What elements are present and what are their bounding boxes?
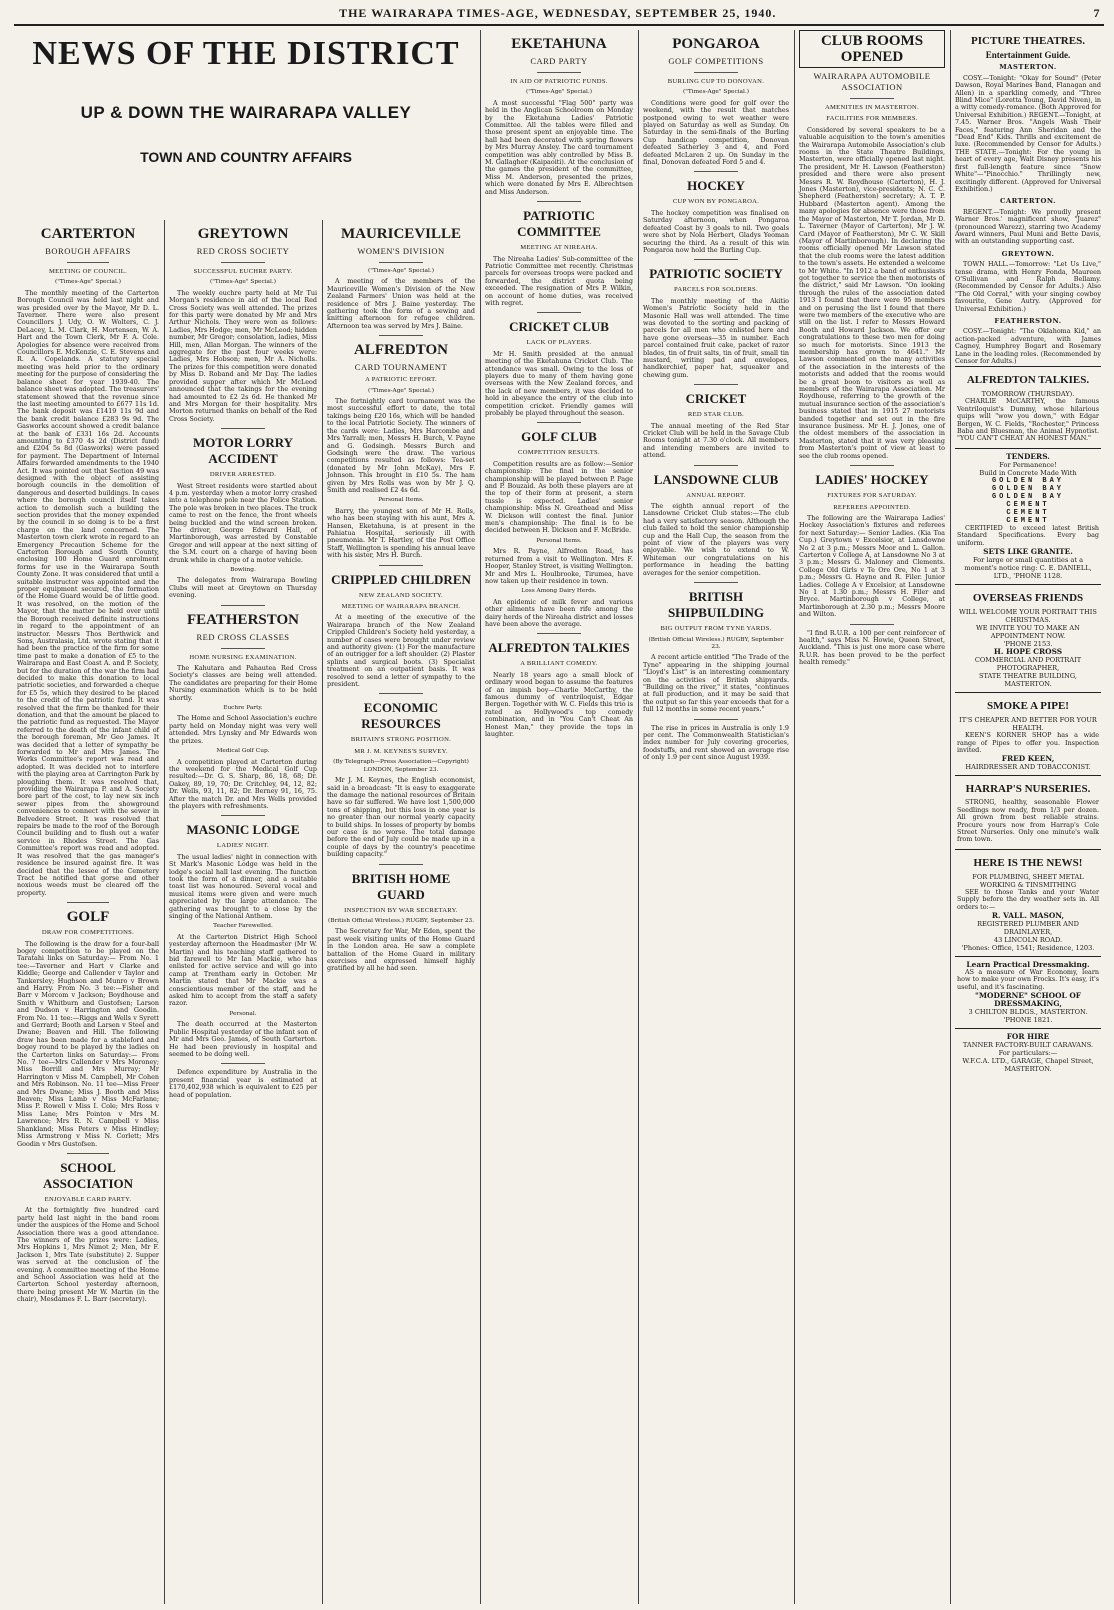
up-down-subtitle: UP & DOWN THE WAIRARAPA VALLEY	[80, 103, 412, 122]
economic-sub: BRITAIN'S STRONG POSITION.	[350, 736, 452, 744]
cement-line: CEMENT	[1006, 500, 1050, 509]
school-sub: ENJOYABLE CARD PARTY.	[44, 1195, 132, 1203]
news-of-district-title: NEWS OF THE DISTRICT	[32, 35, 460, 72]
hope-cross-address: STATE THEATRE BUILDING, MASTERTON.	[978, 672, 1078, 689]
fred-keen-name: FRED KEEN,	[1001, 754, 1055, 764]
masthead	[14, 6, 1104, 26]
column-rule	[164, 220, 165, 1604]
column-6	[796, 30, 948, 1604]
eketahuna-special: ("Times-Age" Special.)	[526, 89, 592, 96]
news-body: SEE to those Tanks and your Water Supply before the dry weather sets in. All orders to:—	[957, 887, 1099, 911]
divider	[67, 902, 110, 903]
golf-club-heading: GOLF CLUB	[521, 429, 597, 445]
golden-bay-line: GOLDEN BAY	[991, 476, 1064, 485]
patriotic-committee-heading: PATRIOTIC COMMITTEE	[517, 208, 601, 240]
greytown-body: The weekly euchre party held at Mr Tui Morgan's residence in aid of the local Red Cross Society was well attended. The prizes for this party were donated by Mr and Mrs Arthur Nichols. They were won as follows: Ladies, Mrs Hodge; men, Mr McLeod; hidden number, Mr Gregor; consolation, ladies, Miss Hill, men, Allan Morgan. The winners of the aggregate for the past four weeks were: Ladies, Mrs Hobson; men, Mr A. Nicholls. The prizes for this competition were donated by Miss D. Roband and Mr Day. The ladies provided supper after which Mr McLeod announced that the takings for the evening had amounted to £2 2s 6d. He thanked Mr and Mrs Morgan for their hospitality. Mrs Morton returned thanks on behalf of the Red Cross Society.	[169, 288, 317, 423]
vall-mason-sub: REGISTERED PLUMBER AND DRAINLAYER,	[977, 919, 1079, 936]
shipbuilding-special: (British Official Wireless.) RUGBY, September 23.	[648, 636, 784, 650]
hockey-sub: CUP WON BY PONGAROA.	[672, 198, 760, 206]
divider	[850, 98, 894, 99]
divider	[221, 605, 265, 606]
overseas-phone: 'PHONE 2153.	[1003, 640, 1053, 649]
overseas-invite: WE INVITE YOU TO MAKE AN APPOINTMENT NOW.	[976, 624, 1080, 641]
divider	[694, 171, 738, 172]
divider	[537, 312, 581, 313]
masterton-listings: COSY.—Tonight: "Okay for Sound" (Peter Dawson, Royal Marines Band, Flanagan and Allen) in a sparkling comedy, and "Three Blind Mice" (Loretta Young, David Niven), in a witty comedy-romance. (Both Approved for Universal Exhibition.) REGENT.—Tonight, at 7.45. Warner Bros. "Angels Wash Their Faces," featuring Ann Sheridan and the "Dead End" Kids. Thrills and excitement de luxe. (Recommended by Censor for Adults.) THE STATE.—Tonight: For the young in heart of every age, Walt Disney presents his first full-length feature since "Snow White"—"Pinocchio." Thrillingly new, excitingly different. (Approved for Universal Exhibition.)	[955, 73, 1101, 193]
cricket-club-sub: LACK OF PLAYERS.	[526, 339, 592, 347]
patriotic-society-heading: PATRIOTIC SOCIETY	[649, 266, 783, 282]
town-country-heading: TOWN AND COUNTRY AFFAIRS	[140, 149, 352, 165]
carterton-meeting: MEETING OF COUNCIL.	[48, 268, 128, 275]
divider	[694, 384, 738, 385]
mauriceville-heading: MAURICEVILLE	[340, 226, 461, 242]
alfredton-talkies-heading: ALFREDTON TALKIES	[488, 640, 630, 656]
dressmaking-heading: Learn Practical Dressmaking.	[966, 959, 1090, 969]
smoke-body: KEEN'S KORNER SHOP has a wide range of Pipes to offer you. Inspection invited.	[957, 731, 1099, 754]
greytown-listings: TOWN HALL.—Tomorrow: "Let Us Live," tense drama, with Henry Fonda, Maureen O'Sullivan and Ralph Bellamy. (Recommended by Censor for Adults.) Also "The Old Corral," with your singing cowboy favourite, Gene Autry. (Approved for Universal Exhibition.)	[955, 260, 1101, 313]
vall-mason-name: R. VALL. MASON,	[991, 910, 1065, 920]
hire-heading: FOR HIRE	[1006, 1032, 1050, 1042]
smoke-heading: SMOKE A PIPE!	[987, 700, 1069, 713]
harrap-body: STRONG, healthy, seasonable Flower Seedlings now ready, from 1/3 per dozen. All grown from best reliable strains. Procure yours now from Harrap's Cole Street Nurseries. Only one minute's walk from town.	[957, 798, 1099, 844]
carterton-theatre-heading: CARTERTON.	[999, 197, 1057, 206]
homeguard-sub: INSPECTION BY WAR SECRETARY.	[344, 906, 458, 914]
cement-line: CEMENT	[1006, 508, 1050, 517]
column-3	[324, 220, 478, 1604]
golf-club-sub: COMPETITION RESULTS.	[518, 449, 600, 457]
dairy-heading: Loss Among Dairy Herds.	[521, 588, 597, 595]
club-rooms-sub: WAIRARAPA AUTOMOBILE ASSOCIATION	[813, 71, 931, 92]
alfredton-sub2: A PATRIOTIC EFFORT.	[365, 376, 437, 384]
divider	[694, 72, 738, 73]
club-rooms-sub2: AMENITIES IN MASTERTON.	[824, 104, 920, 111]
tenders-line: Build in Concrete Made With	[979, 468, 1077, 477]
overseas-ad	[955, 584, 1101, 692]
lansdowne-heading: LANSDOWNE CLUB	[653, 471, 779, 487]
pongaroa-heading: PONGAROA	[672, 36, 760, 52]
golf-personal-body: Mrs R. Payne, Alfredton Road, has returned from a visit to Wellington. Mrs F. Hooper, Stanley Street, is visiting Wellington. Mr and Mrs L. Houlbrooke, Tirumea, have now taken up their residence in town.	[485, 547, 634, 585]
masonic-heading: MASONIC LODGE	[186, 822, 300, 838]
golden-bay-line: GOLDEN BAY	[991, 484, 1064, 493]
featherston-heading: FEATHERSTON	[187, 611, 299, 628]
economic-heading: ECONOMIC RESOURCES	[361, 700, 441, 732]
patriotic-committee-sub: MEETING AT NIREAHA.	[520, 244, 598, 252]
shipbuilding-heading: BRITISH SHIPBUILDING	[667, 589, 765, 621]
eketahuna-heading: EKETAHUNA	[511, 36, 607, 52]
tenders-sets: SETS LIKE GRANITE.	[983, 547, 1073, 557]
alfredton-heading: ALFREDTON	[354, 342, 448, 359]
club-rooms-sub3: FACILITIES FOR MEMBERS.	[826, 115, 918, 123]
divider	[694, 582, 738, 583]
motor-body: West Street residents were startled about 4 p.m. yesterday when a motor lorry crashed into a telephone pole near the Police Station. The pole was broken in two places. The truck came to rest on the fence, the front wheels being buckled and the wind screen broken. The driver, George Edward Hall, of Martinborough, was arrested by Constable Gregor and will appear at the next sitting of the S.M. court on a charge of having been drunk while in charge of a motor vehicle.	[169, 481, 317, 564]
entertainment-guide: Entertainment Guide.	[985, 50, 1071, 60]
defence-body: Defence expenditure by Australia in the present financial year is estimated at £170,402,938 which is equivalent to £25 per head of population.	[169, 1068, 317, 1099]
divider	[537, 201, 581, 202]
hire-agent: W.F.C.A. LTD., GARAGE, Chapel Street, MASTERTON.	[962, 1057, 1094, 1074]
dressmaking-body: AS a measure of War Economy, learn how to make your own Frocks. It's easy, it's useful, and it's fascinating.	[957, 967, 1099, 991]
red-star-sub: RED STAR CLUB.	[687, 411, 745, 419]
economic-special: (By Telegraph—Press Association—Copyright) LONDON, September 23.	[333, 759, 469, 773]
motor-heading: MOTOR LORRY ACCIDENT	[192, 435, 294, 467]
crippled-sub2: MEETING OF WAIRARAPA BRANCH.	[341, 603, 461, 610]
eketahuna-sub: CARD PARTY	[530, 56, 588, 66]
eketahuna-body: A most successful "Flag 500" party was held in the Anglican Schoolroom on Monday by the Eketahuna Ladies' Patriotic Committee. All the tables were filled and those present spent an enjoyable time. The hall had been decorated with spring flowers by Mrs Murray Ansley. The card tournament competition was ably controlled by Miss B. M. Gallagher (Kaipaoiti). At the conclusion of the games the president of the committee, Miss M. Anderson, presented the prizes, which were donated by Mrs E. Albrechtsen and Miss Anderson.	[485, 98, 633, 196]
divider	[221, 428, 265, 429]
harrap-ad	[955, 775, 1101, 848]
tenders-sub: For Permanence!	[999, 460, 1057, 469]
hope-cross-name: H. HOPE CROSS	[993, 647, 1063, 657]
alfredton-talkies-sub: A BRILLIANT COMEDY.	[520, 660, 598, 668]
euchre-body: The Home and School Association's euchre party held on Monday night was very well attended. Mrs Lynsky and Mr Edwards won the prizes.	[169, 714, 317, 745]
crippled-heading: CRIPPLED CHILDREN	[331, 571, 471, 587]
divider	[379, 693, 423, 694]
red-star-body: The annual meeting of the Red Star Cricket Club will be held in the Savage Club Rooms tonight at 7.30 o'clock. All members and intending members are invited to attend.	[643, 421, 789, 460]
patriotic-society-body: The monthly meeting of the Akitio Women's Patriotic Society held in the Masonic Hall was well attended. The time was devoted to the sorting and packing of parcels for all men who enlisted here and have gone overseas—35 in number. Each parcel contained fruit cake, packet of razor blades, tin of fruit salts, tin of fruit, small tin mustard, writing pad and envelopes, handkerchief, paper hat, squeaker and chewing gum.	[643, 296, 789, 379]
school-heading: SCHOOL ASSOCIATION	[42, 1159, 134, 1191]
personal-body: The death occurred at the Masterton Public Hospital yesterday of the infant son of Mr and Mrs Geo. James, of South Carterton. He had been previously in hospital and seemed to be doing well.	[169, 1020, 317, 1058]
red-star-heading: CRICKET	[685, 391, 747, 407]
carterton-special: ("Times-Age" Special.)	[55, 279, 121, 286]
lansdowne-sub: ANNUAL REPORT.	[686, 491, 746, 499]
crippled-sub: NEW ZEALAND SOCIETY.	[359, 591, 443, 599]
greytown-heading: GREYTOWN	[197, 226, 289, 242]
bowling-heading: Bowling.	[230, 567, 256, 573]
personal-heading: Personal.	[229, 1010, 257, 1017]
column-7	[952, 30, 1104, 1604]
divider	[221, 262, 265, 263]
alfredton-personal-heading: Personal Items.	[378, 497, 424, 504]
bowling-body: The delegates from Wairarapa Bowling Clubs will meet at Greytown on Thursday evening.	[169, 576, 317, 600]
masterton-heading: MASTERTON.	[999, 63, 1057, 72]
masonic-sub: LADIES' NIGHT.	[216, 842, 270, 850]
divider	[537, 633, 581, 634]
shipbuilding-sub: BIG OUTPUT FROM TYNE YARDS.	[660, 625, 772, 633]
club-rooms-body: Considered by several speakers to be a valuable acquisition to the town's amenities the Wairarapa Automobile Association's club rooms in the State Theatre Buildings, Masterton, were officially opened last night. The president, Mr H. Lawson (Featherston) presided and there were also present Messrs R. W. Roydhouse (Carterton), H. J. Jones (Masterton), vice-presidents; N. C. C. Shepherd (Featherston) secretary; A. T. P. Hubbard (Masterton agent). Among the many apologies for absence were those from the Mayor of Masterton, Mr T. Jordan, Mr D. L. Taverner (Mayor of Carterton), Mr J. W. Card (Mayor of Featherston), Mr C. W. Skill (Mayor of Martinborough). In declaring the rooms officially opened Mr Lawson stated that the club rooms were the latest addition to the town's assets. He extended a welcome to Mr White. "In 1912 a band of enthusiasts got together to service the then motorists of the district," said Mr Lawson. "On looking through the rules of the association dated 1913 I found that there were 95 members and on perusing the list I found that there were two members of the executive who are still on the list. I refer to Messrs Howard Booth and Howard Jackson. We offer our congratulations to these two men for doing so much for motorists. Since 1913 the membership has grown to 4641." Mr Lawson commented on the many activities of the association in the interests of the motorists and added that the rooms would be a great boon to visitors as well as members of the Wairarapa Association. Mr Roydhouse, referring to the growth of the mutual insurance section of the association's business stated that in 1915 27 motorists banded together and set out in the fire insurance business. Mr H. J. Jones, one of the oldest members of the association in Masterton, stated that it was very pleasing from Masterton's point of view at least to see the club rooms opened.	[799, 125, 945, 460]
alfredton-talkies-ad-body: CHARLIE McCARTHY, the famous Ventriloquist's Dummy, whose hilarious quips will "wow you down," with Edgar Bergen, W. C. Fields, "Rochester," Princess Baba and Bluesman, the Animal Hypnotist. "YOU CAN'T CHEAT AN HONEST MAN."	[957, 397, 1099, 443]
plumbing-ad	[955, 849, 1101, 956]
column-rule	[322, 220, 323, 1604]
picture-theatres-heading: PICTURE THEATRES.	[971, 35, 1085, 47]
alfredton-talkies-ad	[955, 366, 1101, 447]
pongaroa-body: Conditions were good for golf over the weekend, with the result that matches postponed owing to wet weather were played on Saturday as well as Sunday. On Saturday in the semi-finals of the Burling Cup handicap competition, Donovan defeated Satherley 3 and 4, and Ford defeated McLaren 2 up. On Sunday in the final, Donovan defeated Ford 5 and 4.	[643, 98, 789, 167]
hockey-heading: HOCKEY	[687, 178, 745, 194]
masonic-body: The usual ladies' night in connection with St Mark's Masonic Lodge was held in the lodge's social hall last evening. The function took the form of a dinner, and a suitable toast list was honoured. Several vocal and musical items were given and were much appreciated by the large attendance. The gathering was brought to a close by the singing of the National Anthem.	[169, 852, 317, 920]
teacher-body: At the Carterton District High School yesterday afternoon the Headmaster (Mr W. Martin) and his teaching staff gathered to bid farewell to Mr Ian Mackie, who has enlisted for active service and will go into camp at Trentham early in October. Mr Martin stated that Mr Mackie was a conscientious member of the staff, and he asked him to accept from the staff a safety razor.	[169, 932, 317, 1008]
tenders-agent: For large or small quantities at a moment's notice ring: C. E. DANIELL, LTD., 'PHONE 1128.	[964, 556, 1092, 581]
divider	[694, 259, 738, 260]
harrap-heading: HARRAP'S NURSERIES.	[965, 783, 1091, 796]
pongaroa-special: ("Times-Age" Special.)	[683, 89, 749, 96]
ladies-hockey-sub2: REFEREES APPOINTED.	[833, 503, 911, 511]
carterton-sub: BOROUGH AFFAIRS	[45, 246, 131, 256]
economic-body: Mr J. M. Keynes, the English economist, said in a broadcast: "It is easy to exaggerate the damage the national resources of Britain have so far suffered. We have lost 1,500,000 tons of shipping, but this loss in one year is no greater than our normal yearly capacity to build ships. In losses of property by bombs our case is no worse. The total damage before the end of July could be made up in a couple of days by the country's peacetime building capacity."	[327, 776, 475, 859]
golf-heading: GOLF	[66, 909, 110, 926]
homeguard-body: The Secretary for War, Mr Eden, spent the past week visiting units of the Home Guard in the London area. He saw a complete battalion of the Home Guard in military exercises and expressed himself highly gratified by all he had seen.	[327, 927, 475, 973]
smoke-sub: IT'S CHEAPER AND BETTER FOR YOUR HEALTH.	[959, 716, 1097, 733]
divider	[67, 1153, 110, 1154]
mauriceville-special: ("Times-Age" Special.)	[368, 268, 434, 274]
alfredton-personal: Barry, the youngest son of Mr H. Rolls, who has been staying with his aunt, Mrs A. Hansen, Eketahuna, is at present in the Pahiatua Hospital, seriously ill with pneumonia. Mr T. Hartley, of the Post Office Staff, Wellington is spending his annual leave with his sister, Mrs H. Burch.	[327, 506, 475, 560]
smoke-ad	[955, 692, 1101, 775]
carterton-body: The monthly meeting of the Carterton Borough Council was held last night and was presided over by the Mayor, Mr D. L. Taverner. There were also present Councillors J. Udy, O. W. Wolters, C. J. DeLacey, L. M. Clark, H. Mortensen, W. A. Hart and the Town Clerk, Mr F. A. Cole. Apologies for absence were received from Councillors E. McKenzie, C. E. Stevens and R. A. Copelands. A statutory special meeting was held prior to the ordinary meeting for the purpose of considering the balance sheet for year 1939-40. The balance sheet was adopted. The treasurers' statement showed that the revenue since the last meeting amounted to £677 11s 1d. The bank deposit was £1419 11s 9d and the bank credit balance £283 9s 9d. The Gasworks account showed a credit balance at the bank of £331 16s 2d. Accounts amounting to £370 4s 2d (District fund) and £204 5s 8d (Gasworks) were passed for payment. The Department of Internal Affairs forwarded amendments to the 1940 Act. It was pointed out that Section 49 was designed with the object of assisting borough councils in the demolition of dangerous and deserted buildings. In cases where the borough council itself takes action to demolish such a building the section provides that the money expended by the council in so doing is to be a first charge on the land concerned. The Masterton town clerk wrote in regard to an Emergency Precaution Scheme for the Carterton Borough and South County, enclosing 100 Home Guard enrolment forms for use in the Wairarapa South County Zone. It was considered that until a suitable instructor was appointed and the proper equipment secured, the formation of the Home Guard would be of little good. It was resolved, on the motion of the Mayor, that the matter be held over until the Borough received definite instructions in regard to the appointment of an instructor. Messrs Thos Berthwick and Sons, Australasia, Ltd. wrote stating that it had been the practice of the firm for some time past to make a donation of £5 to the Wairarapa and East Coast A. and P. Society, but for the duration of the war the firm had decided to make this donation to local patriotic societies, and forwarded a cheque for £5 5s, which they desired to be placed to the credit of the patriotic fund. It was resolved that the firm be thanked for their donation, and that the amount be placed to the patriotic fund as requested. The Mayor referred to the death of the infant child of the borough foreman, Mr Geo James. It was decided that a letter of sympathy be forwarded to Mr and Mrs James. The Works Committee's report was read and adopted. It was decided not to interfere with the playing area at Carrington Park by ploughing them. It was resolved that, providing the Wairarapa P. and A. Society bore part of the cost, to lay new six inch sewer pipes from the showground conveniences to connect with the sewer in Belvedere Street. It was resolved that repairs be made to the roof of the Borough Council building and to flush out a water service in Rhodes Street. The Gas Committee's report was read and adopted. It was resolved that the gas manager's residence be insured against fire. It was decided that the lessee of the Cemetery Tract be notified that gorse and other noxious weeds must be cleared off the property.	[17, 288, 159, 897]
vall-mason-address: 43 LINCOLN ROAD.	[993, 935, 1063, 944]
divider	[221, 1063, 265, 1064]
greytown-sub: RED CROSS SOCIETY	[196, 246, 290, 256]
mauriceville-body: A meeting of the members of the Mauriceville Women's Division of the New Zealand Farmers' Union was held at the residence of Mrs J. Baine yesterday. The gathering took the form of a sewing and knitting afternoon for refugee children. Afternoon tea was served by Mrs J. Baine.	[327, 277, 475, 330]
medal-heading: Medical Golf Cup.	[216, 748, 270, 755]
columns	[14, 30, 1104, 1604]
news-sub: FOR PLUMBING, SHEET METAL WORKING & TINSMITHING	[972, 872, 1084, 889]
golden-bay-line: GOLDEN BAY	[991, 492, 1064, 501]
alfredton-special: ("Times-Age" Special.)	[368, 387, 434, 394]
news-heading: HERE IS THE NEWS!	[973, 856, 1083, 869]
ladies-hockey-body: The following are the Wairarapa Ladies' Hockey Association's fixtures and referees for next Saturday:— Senior Ladies. (Kia Toa Cup.) Greytown v Excelsior, at Lansdowne No 2 at 3 p.m.; Messrs Moor and L. Gallon. Carterton v College A, at Lansdowne No 3 at 3 p.m.; Messrs G. Maloney and Clements. College Old Girls v Te Ore Ore, No 1 at 3 p.m.; Messrs G. Hayne and R. Filer. Junior Ladies. College A v Excelsior, at Lansdowne No 1 at 1.30 p.m.; Messrs H. Filer and Bryce. Martinborough v College, at Martinborough at 2.30 p.m.; Messrs Moore and Wilton.	[799, 513, 945, 619]
homeguard-heading: BRITISH HOME GUARD	[351, 870, 451, 902]
mauriceville-sub: WOMEN'S DIVISION	[357, 246, 445, 256]
divider	[537, 422, 581, 423]
divider	[850, 465, 894, 466]
prices-body: The rise in prices in Australia is only 1.9 per cent. The Commonwealth Statistician's index number for July covering groceries, foodstuffs, and rent showed an average rise of only 1.9 per cent since August 1939.	[643, 723, 789, 762]
dressmaking-ad	[955, 956, 1101, 1028]
featherston-sub2: HOME NURSING EXAMINATION.	[189, 653, 297, 661]
featherston-body: The Kahutara and Pahautea Red Cross Society's classes are being well attended. The candidates are preparing for their Home Nursing examination which is to be held shortly.	[169, 664, 317, 702]
divider	[221, 648, 265, 649]
column-5	[640, 30, 792, 1604]
carterton-heading: CARTERTON	[40, 226, 136, 242]
golf-sub: DRAW FOR COMPETITIONS.	[41, 929, 135, 937]
overseas-heading: OVERSEAS FRIENDS	[972, 592, 1084, 605]
column-rule	[480, 30, 481, 1604]
moderne-address: 3 CHILTON BLDGS., MASTERTON. 'PHONE 1821.	[968, 1008, 1088, 1025]
teacher-heading: Teacher Farewelled.	[213, 923, 273, 930]
ladies-hockey-heading: LADIES' HOCKEY	[815, 472, 929, 488]
greytown-sub2: SUCCESSFUL EUCHRE PARTY.	[193, 268, 293, 275]
masthead-title: THE WAIRARAPA TIMES-AGE, WEDNESDAY, SEPTEMBER 25, 1940.	[339, 6, 777, 20]
ladies-hockey-sub: FIXTURES FOR SATURDAY.	[827, 492, 917, 500]
fred-keen-sub: HAIRDRESSER AND TOBACCONIST.	[965, 763, 1091, 772]
column-rule	[794, 30, 795, 1604]
motor-sub: DRIVER ARRESTED.	[209, 471, 277, 479]
featherston-theatre-heading: FEATHERSTON.	[994, 317, 1062, 325]
hire-body: TANNER FACTORY-BUILT CARAVANS.	[962, 1041, 1094, 1050]
homeguard-special: (British Official Wireless.) RUGBY, September 23.	[327, 917, 475, 924]
greytown-theatre-heading: GREYTOWN.	[1001, 249, 1055, 258]
divider	[379, 335, 423, 336]
dairy-body: An epidemic of milk fever and various other ailments have been rife among the dairy herds of the Nireaha district and losses have been above the average.	[485, 597, 633, 628]
club-rooms-heading: CLUB ROOMS OPENED	[799, 30, 945, 68]
alfredton-talkies-ad-sub: TOMORROW (THURSDAY).	[981, 390, 1075, 399]
newspaper-page	[14, 6, 1104, 1604]
school-body: At the fortnightly five hundred card party held last night in the band room under the auspices of the Home and School Association there was a good attendance. The winners of the prizes were: Ladies, Mrs Hopkins 1, Mrs Nimot 2; Men, Mr F. Jackson 1, Mrs Tate (substitute) 2. Supper was served at the conclusion of the evening. A committee meeting of the Home and School Association was held at the Carterton School yesterday afternoon, there being present Mr W. Martin (in the chair), Mesdames F. L. Barr (secretary).	[17, 1206, 159, 1304]
hockey-body: The hockey competition was finalised on Saturday afternoon, when Pongaroa defeated Coast by 3 goals to nil. Two goals were shot by Nola Herbert, Gladys Yeoman securing the third. As a result of this win Pongaroa now hold the Burling Cup.	[643, 208, 789, 254]
alfredton-body: The fortnightly card tournament was the most successful effort to date, the total takings being £20 16s, which will be handed to the local Patriotic Society. The winners of the cards were: Ladies, Mrs Harcombe and Mrs Yarrall; men, Messrs H. Burch, V. Payne and G. Godsingh. Messrs Burch and Godsingh were the draw. The various competitions resulted as follows: Tea-set (donated by Mr John McKay), Mrs F. Johnson. This brought in £10 5s. The ham given by Mrs Rolls was won by Mr J. Q. Smith and realised £2 4s 6d.	[327, 397, 475, 494]
column-rule	[950, 30, 951, 1604]
divider	[221, 815, 265, 816]
economic-sub2: MR J. M. KEYNES'S SURVEY.	[354, 747, 448, 755]
golf-body: The following is the draw for a four-ball bogey competition to be played on the Taratahi links on Saturday:— From No. 1 tee:—Taverner and Hart v Clarke and Kiddle; George and Callender v Taylor and Tankersley; Hughson and Munro v Brown and Harry. From No. 3 tee:—Fisher and Barr v Morcom v Jackson; Boydhouse and Smith v Whitburn and Gustofsen; Larson and Dudson v Harrington and Goodin. From No. 11 tee:—Riggs and Wells v Syrett and Gerrard; Booth and Larsen v Steel and Dwane; Beaven and Hill. The following draw has been made for a stableford and bogey round to be played by the ladies on the Carterton links on Saturday:— From No. 7 tee—Mrs Callender v Mrs Moroney; Miss Borrill and Mrs Murray; Mr Harrington v Miss M. Campbell, Mr Cohen and Mrs Robinson. No. 11 tee—Miss Freer and Mrs Dwane; Miss J. Booth and Miss Beaven; Miss Lamb v Miss McFarlane; Miss P. Rowell v Miss I. Cole; Mrs Ross v Miss Lane; Mrs Pointon v Mrs M. Lawrence; Mrs R. N. Campbell v Miss Shankland; Miss Peters v Miss Hindley; Miss Armstrong v Miss N. Corlett; Mrs Goodin v Mrs Gustofsen.	[17, 939, 159, 1148]
hire-ad	[955, 1028, 1101, 1077]
pongaroa-sub2: BURLING CUP TO DONOVAN.	[667, 78, 765, 85]
greytown-special: ("Times-Age" Special.)	[210, 279, 276, 286]
eketahuna-sub2: IN AID OF PATRIOTIC FUNDS.	[510, 78, 608, 85]
golf-club-body: Competition results are as follow:—Senior championship: The final in the senior championship will be played between P. Page and P. Bouzaid. As both these players are at the top of their form at present, a stern tussle is expected. Ladies' senior championship: Miss N. Greathead and Miss W. Dickson will contest the final. Junior men's championship: The final is to be decided between H. Dickson and F. McBride.	[485, 459, 633, 535]
divider	[537, 72, 581, 73]
rur-quote: "I find R.U.R. a 100 per cent reinforcer of health," says Miss N. Howie, Queen Street, Auckland. "This is just one more case where R.U.R. has been proved to be the perfect health remedy."	[799, 628, 945, 667]
tenders-heading: TENDERS.	[1006, 451, 1050, 461]
column-4	[482, 30, 636, 1604]
cricket-club-body: Mr H. Smith presided at the annual meeting of the Eketahuna Cricket Club. The attendance was small. Owing to the loss of players due to many of them having gone overseas with the New Zealand forces, and the lack of new members, it was decided to hold in abeyance the entry of the club into competition cricket. Friendly games will probably be played throughout the season.	[485, 349, 633, 417]
alfredton-talkies-ad-heading: ALFREDTON TALKIES.	[966, 374, 1090, 387]
vall-mason-phone: 'Phones: Office, 1541; Residence, 1203.	[961, 943, 1095, 952]
shipbuilding-body: A recent article entitled "The Trade of the Tyne" appearing in the shipping journal "Lloyd's List" is an interesting commentary on the activities of British shipyards. "Building on the river," it states, "continues at full production, and it may be said that the output so far this year exceeds that for a full 12 months in some recent years."	[643, 653, 789, 714]
medal-body: A competition played at Carterton during the weekend for the Medical Golf Cup resulted:—Dr. G. S. Sharp, 86, 18, 68; Dr. Oakey, 89, 19, 70; Dr. Critchley, 94, 12, 82; Dr. Wells, 93, 11, 82; Dr. Berney 91, 16, 75. After the match Dr. and Mrs Wells provided the players with refreshments.	[169, 757, 317, 810]
cement-line: CEMENT	[1006, 516, 1050, 525]
featherston-listings: COSY.—Tonight: "The Oklahoma Kid," an action-packed adventure, with James Cagney, Humphrey Bogart and Rosemary Lane in the leading roles. (Recommended by Censor for Adults.)	[955, 327, 1101, 366]
crippled-body: At a meeting of the executive of the Wairarapa branch of the New Zealand Crippled Children's Society held yesterday, a number of cases were brought under review and authority given: (1) For the manufacture of an outrigger for a left shoulder. (2) Plaster splints and surgical boots. (3) Specialist treatment on an outpatient basis. It was resolved to send a letter of sympathy to the president.	[327, 613, 475, 689]
divider	[379, 262, 423, 263]
euchre-heading: Euchre Party.	[223, 705, 263, 712]
pongaroa-sub: GOLF COMPETITIONS	[668, 56, 764, 66]
cricket-club-heading: CRICKET CLUB	[509, 319, 609, 335]
golf-personal-heading: Personal Items.	[536, 537, 582, 544]
tenders-body: CERTIFIED to exceed latest British Standard Specifications. Every bag uniform.	[957, 523, 1099, 547]
divider	[694, 465, 738, 466]
overseas-sub: WILL WELCOME YOUR PORTRAIT THIS CHRISTMAS.	[959, 608, 1097, 625]
divider	[67, 262, 110, 263]
page-number: 7	[1093, 6, 1100, 20]
divider	[379, 565, 423, 566]
alfredton-sub: CARD TOURNAMENT	[354, 362, 448, 373]
patriotic-committee-body: The Nireaha Ladies' Sub-committee of the Patriotic Committee met recently. Christmas parcels for overseas troops were packed and forwarded, the district quota being exceeded. The resignation of Mrs P. Wilkin, on account of home duties, was received with regret.	[485, 254, 633, 307]
hope-cross-sub: COMMERCIAL AND PORTRAIT PHOTOGRAPHER,	[974, 656, 1082, 673]
divider	[694, 719, 738, 720]
patriotic-society-sub: PARCELS FOR SOLDIERS.	[674, 286, 758, 294]
column-rule	[638, 30, 639, 1604]
carterton-listings: REGENT.—Tonight: We proudly present Warner Bros.' magnificent show, "Juarez" (pronounced Warezz), starring two Academy Award winners, Paul Muni and Bette Davis, with an outstanding supporting cast.	[955, 207, 1101, 246]
column-1	[14, 220, 162, 1604]
tenders-ad	[955, 448, 1101, 584]
hire-apply: For particulars:—	[998, 1049, 1058, 1058]
alfredton-talkies-body: Nearly 18 years ago a small block of ordinary wood began to assume the features of an impish boy—Charlie McCarthy, the famous dummy of ventriloquist, Edgar Bergen. Together with W. C. Fields this trio is rated as Hollywood's top comedy combination, and in "You Can't Cheat An Honest Man," they provide the tops in laughter.	[485, 670, 633, 738]
divider	[379, 864, 423, 865]
moderne-name: "MODERNE" SCHOOL OF DRESSMAKING,	[975, 991, 1081, 1009]
featherston-sub: RED CROSS CLASSES	[196, 631, 290, 642]
lansdowne-body: The eighth annual report of the Lansdowne Cricket Club states:—The club had a very satisfactory season. Although the club failed to hold the senior championship cup and the Hall Cup, the season from the point of view of the players was very enjoyable. We wish to extend to W. Whiteman our congratulations on his performance in heading the batting averages for the senior competition.	[643, 502, 789, 577]
divider	[850, 624, 894, 625]
column-2	[166, 220, 320, 1604]
